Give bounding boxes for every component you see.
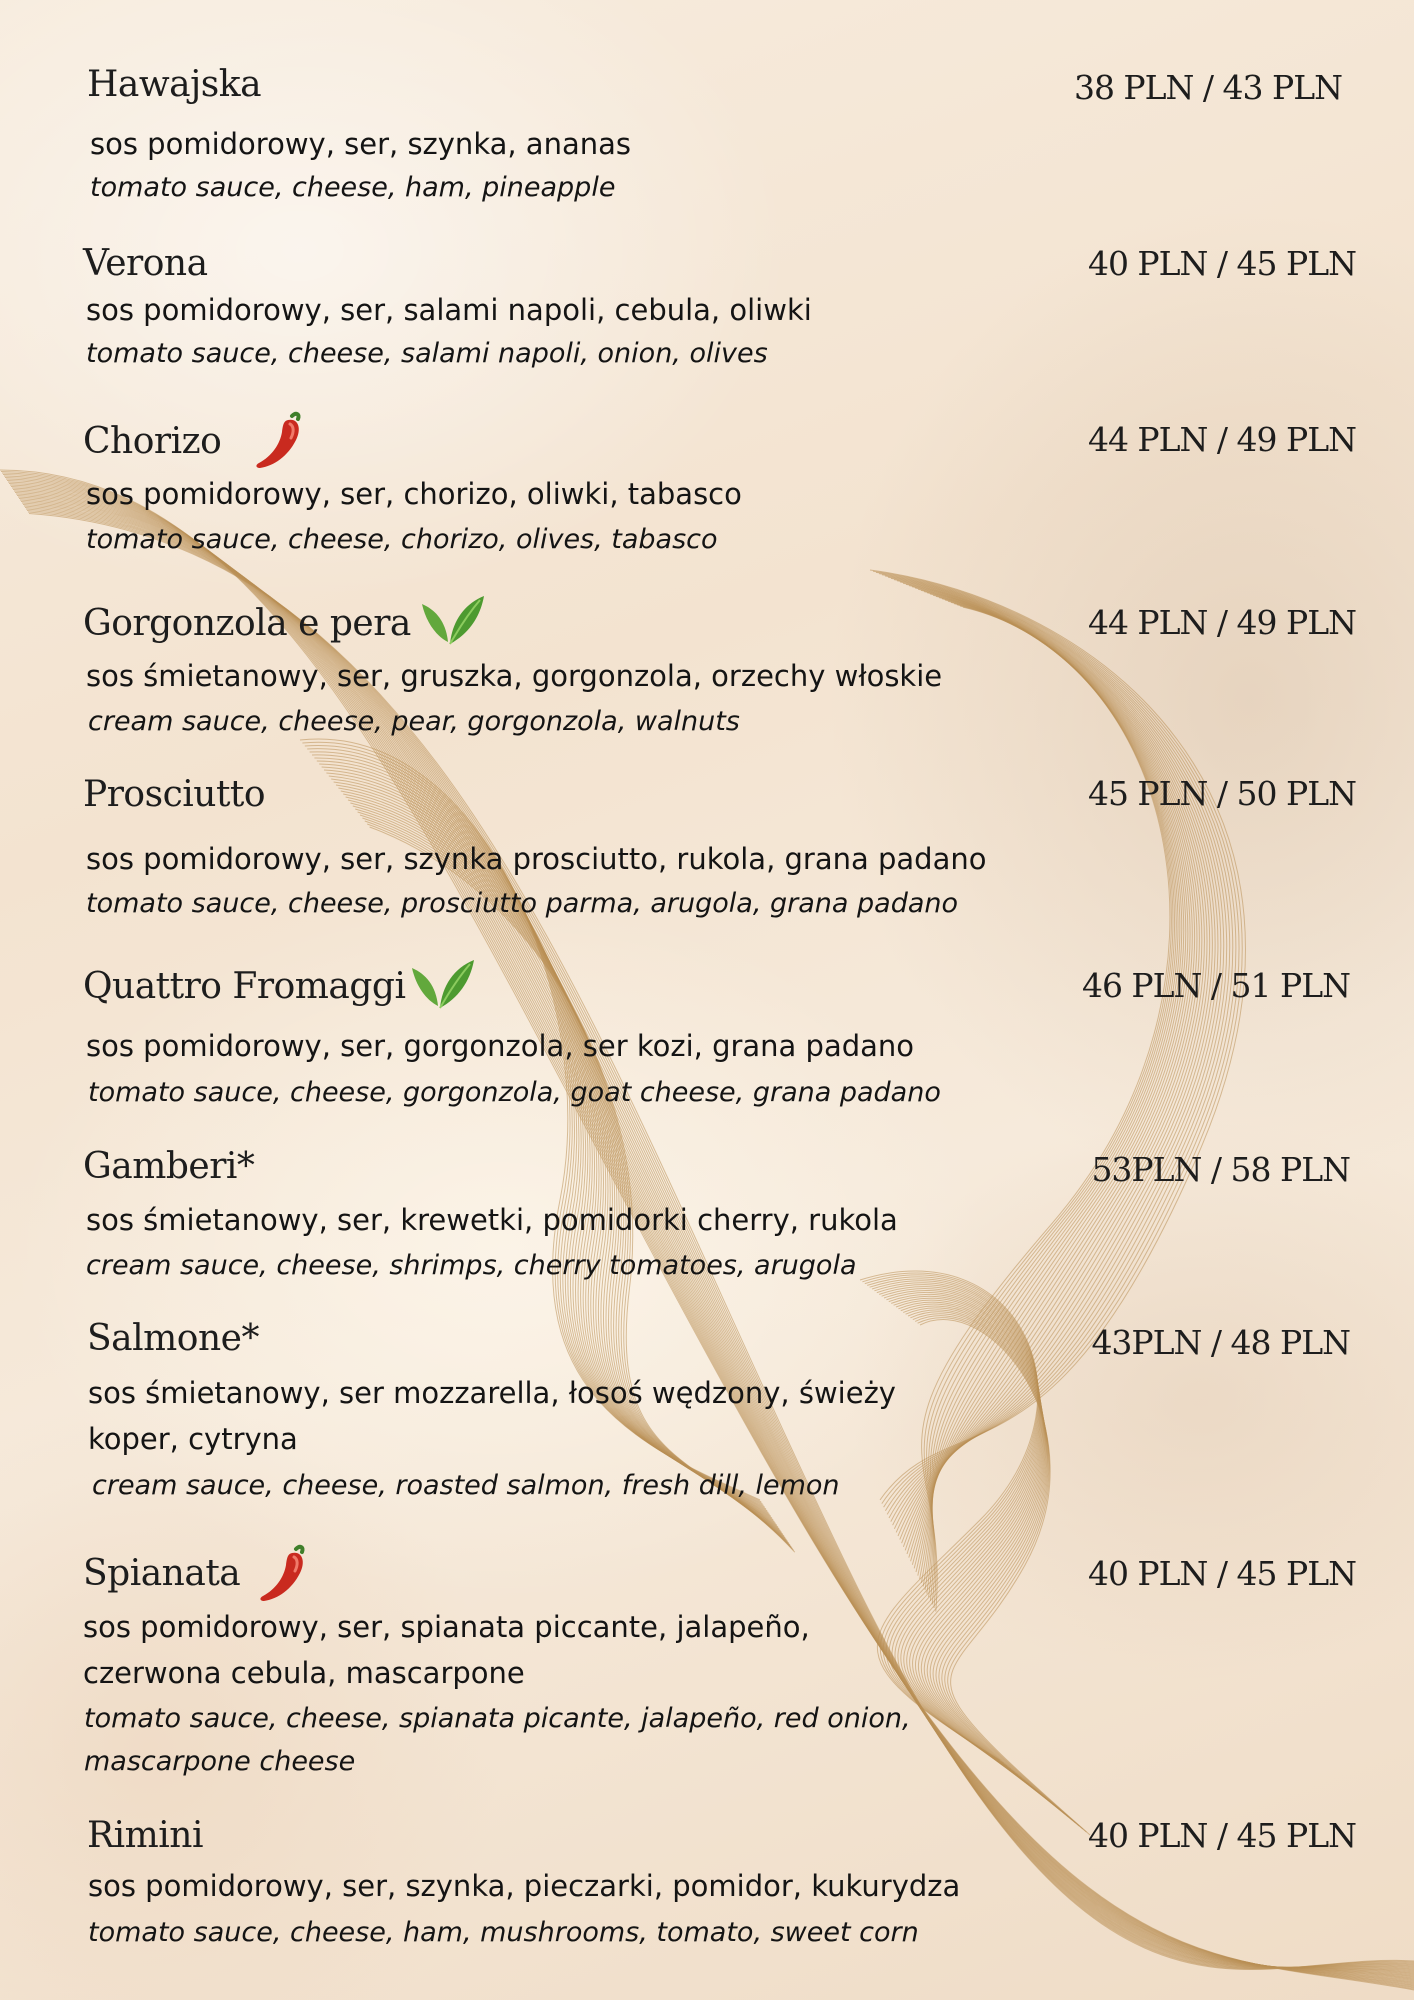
- ingredients-pl: czerwona cebula, mascarpone: [83, 1656, 525, 1690]
- ingredients-pl: sos pomidorowy, ser, chorizo, oliwki, tabasco: [86, 477, 742, 511]
- ingredients-pl: sos śmietanowy, ser mozzarella, łosoś wędzony, świeży: [88, 1376, 896, 1410]
- pizza-name: Quattro Fromaggi: [83, 966, 406, 1007]
- ingredients-en: tomato sauce, cheese, gorgonzola, goat cheese, grana padano: [88, 1077, 941, 1108]
- ingredients-pl: sos śmietanowy, ser, krewetki, pomidorki cherry, rukola: [86, 1203, 898, 1237]
- ingredients-en: mascarpone cheese: [84, 1746, 356, 1777]
- pizza-name: Spianata: [83, 1553, 241, 1594]
- pizza-price: 43PLN / 48 PLN: [1091, 1323, 1350, 1362]
- pizza-price: 45 PLN / 50 PLN: [1087, 774, 1356, 813]
- pizza-price: 40 PLN / 45 PLN: [1087, 244, 1356, 283]
- ingredients-pl: sos pomidorowy, ser, szynka, ananas: [90, 127, 631, 161]
- chili-pepper-icon: [256, 1543, 312, 1610]
- pizza-price: 38 PLN / 43 PLN: [1073, 68, 1342, 107]
- ingredients-pl: sos pomidorowy, ser, szynka, pieczarki, pomidor, kukurydza: [88, 1869, 961, 1903]
- pizza-name: Prosciutto: [83, 774, 266, 815]
- ingredients-en: cream sauce, cheese, pear, gorgonzola, walnuts: [88, 706, 740, 737]
- pizza-name: Gorgonzola e pera: [83, 603, 411, 644]
- pizza-name: Salmone*: [87, 1318, 259, 1359]
- pizza-price: 40 PLN / 45 PLN: [1087, 1816, 1356, 1855]
- ingredients-en: tomato sauce, cheese, ham, mushrooms, tomato, sweet corn: [88, 1917, 919, 1948]
- leaf-icon: [418, 592, 488, 653]
- chili-pepper-icon: [252, 410, 308, 477]
- ingredients-en: cream sauce, cheese, roasted salmon, fresh dill, lemon: [92, 1470, 840, 1501]
- leaf-icon: [408, 956, 478, 1017]
- pizza-price: 53PLN / 58 PLN: [1091, 1150, 1350, 1189]
- ingredients-en: tomato sauce, cheese, spianata picante, jalapeño, red onion,: [84, 1703, 911, 1734]
- ingredients-en: tomato sauce, cheese, ham, pineapple: [90, 172, 616, 203]
- pizza-name: Chorizo: [83, 421, 222, 462]
- ingredients-en: cream sauce, cheese, shrimps, cherry tomatoes, arugola: [86, 1250, 857, 1281]
- pizza-name: Gamberi*: [83, 1146, 255, 1187]
- pizza-price: 44 PLN / 49 PLN: [1087, 603, 1356, 642]
- ingredients-pl: sos pomidorowy, ser, szynka prosciutto, rukola, grana padano: [86, 842, 987, 876]
- pizza-name: Verona: [83, 243, 208, 284]
- ingredients-pl: koper, cytryna: [88, 1422, 298, 1456]
- ingredients-pl: sos pomidorowy, ser, salami napoli, cebula, oliwki: [86, 293, 812, 327]
- pizza-name: Rimini: [87, 1815, 203, 1856]
- ingredients-en: tomato sauce, cheese, chorizo, olives, tabasco: [86, 524, 718, 555]
- ingredients-en: tomato sauce, cheese, prosciutto parma, arugola, grana padano: [86, 888, 959, 919]
- ingredients-pl: sos śmietanowy, ser, gruszka, gorgonzola, orzechy włoskie: [86, 659, 943, 693]
- pizza-price: 46 PLN / 51 PLN: [1081, 966, 1350, 1005]
- pizza-price: 44 PLN / 49 PLN: [1087, 420, 1356, 459]
- pizza-price: 40 PLN / 45 PLN: [1087, 1554, 1356, 1593]
- ingredients-pl: sos pomidorowy, ser, spianata piccante, jalapeño,: [83, 1610, 810, 1644]
- ingredients-pl: sos pomidorowy, ser, gorgonzola, ser kozi, grana padano: [86, 1029, 915, 1063]
- ingredients-en: tomato sauce, cheese, salami napoli, onion, olives: [86, 338, 768, 369]
- pizza-name: Hawajska: [87, 64, 262, 105]
